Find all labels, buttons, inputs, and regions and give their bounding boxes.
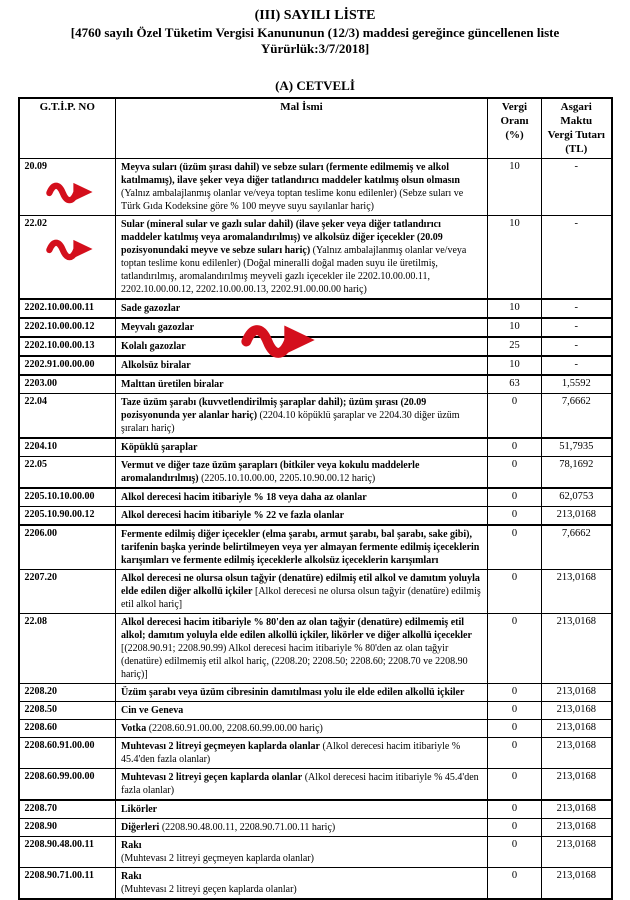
gtip-code: 22.08 [24,616,47,628]
minimum-fixed-tax-value: - [542,299,612,318]
table-row [19,159,612,216]
tax-rate-value: 0 [488,819,542,837]
gtip-code: 2208.50 [24,704,57,716]
item-name-cell [116,720,488,738]
gtip-code: 22.04 [24,396,47,408]
item-name-cell [116,769,488,801]
gtip-code-cell [19,356,116,375]
minimum-fixed-tax-value: 213,0168 [542,507,612,526]
item-name-bold-text: Cin ve Geneva [121,705,184,717]
gtip-code-cell [19,507,116,526]
item-name-cell [116,800,488,819]
item-name-note-text: (2204.10 köpüklü şaraplar ve 2204.30 diğer üzüm şıraları hariç) [121,410,460,435]
table-row [19,438,612,457]
tax-rate-value: 10 [488,299,542,318]
tax-rate-value: 0 [488,868,542,900]
gtip-code-cell [19,614,116,684]
table-row [19,525,612,570]
gtip-code-cell [19,769,116,801]
item-name-note-text: (Alkol derecesi hacim itibariyle % 45.4'den fazla olanlar) [121,772,479,797]
gtip-code-cell [19,720,116,738]
item-name-note-text: (Muhtevası 2 litreyi geçmeyen kaplarda olanlar) [121,853,314,865]
minimum-fixed-tax-value: 62,0753 [542,488,612,507]
table-row [19,318,612,337]
gtip-code-cell [19,159,116,216]
gtip-code: 2208.90 [24,821,57,833]
red-squiggle-arrow-icon [45,237,95,261]
gtip-code-cell [19,375,116,394]
minimum-fixed-tax-value: 213,0168 [542,738,612,769]
item-name-note-text: (2208.90.48.00.11, 2208.90.71.00.11 hariç) [161,822,336,834]
item-name-cell [116,159,488,216]
tax-rate-value: 63 [488,375,542,394]
gtip-code: 2202.10.00.00.12 [24,321,95,333]
gtip-code: 2208.60.91.00.00 [24,740,95,752]
item-name-bold-text: Malttan üretilen biralar [121,379,224,391]
minimum-fixed-tax-value: - [542,159,612,216]
item-name-bold-text: Meyvalı gazozlar [121,322,195,334]
item-name-bold-text: Meyva suları (üzüm şırası dahil) ve sebze suları (fermente edilmemiş ve alkol katılmamış), ilave şeker veya diğer tatlandırıcı maddeler katılmış olsun olmasın [121,162,460,187]
minimum-fixed-tax-value: 213,0168 [542,819,612,837]
table-row [19,819,612,837]
tax-rate-value: 25 [488,337,542,356]
header-asgari-maktu: Asgari Maktu Vergi Tutarı (TL) [542,98,612,159]
tax-rate-value: 0 [488,800,542,819]
gtip-code-cell [19,684,116,702]
table-row [19,837,612,868]
gtip-code: 2208.70 [24,803,57,815]
gtip-code: 2208.90.71.00.11 [24,870,94,882]
gtip-code-cell [19,525,116,570]
item-name-cell [116,356,488,375]
item-name-bold-text: Kolalı gazozlar [121,341,186,353]
item-name-cell [116,702,488,720]
table-row [19,738,612,769]
item-name-bold-text: Likörler [121,804,158,816]
item-name-bold-text: Diğerleri [121,822,160,834]
tax-rate-value: 0 [488,684,542,702]
minimum-fixed-tax-value: 1,5592 [542,375,612,394]
header-gtip-no: G.T.İ.P. NO [19,98,116,159]
gtip-code: 2208.60 [24,722,57,734]
item-name-note-text: (2208.60.91.00.00, 2208.60.99.00.00 hariç) [148,723,323,735]
item-name-note-text: (Yalnız ambalajlanmış olanlar ve/veya toptan teslime konu edilenler) (Doğal mineralli doğal maden suyu ile üretilmiş, tatlandırılmış, aromalandırılmış meyveli gazlı içecekler ile 2202.10.00.00.11, 2202.10.00.00.12, 2202.10.00.00.13, 2202.91.00.00.00 hariç) [121,245,467,296]
minimum-fixed-tax-value: 213,0168 [542,702,612,720]
table-row [19,375,612,394]
item-name-cell [116,507,488,526]
gtip-code: 2202.91.00.00.00 [24,359,95,371]
item-name-note-text: (2205.10.10.00.00, 2205.10.90.00.12 hariç) [201,473,376,485]
table-row [19,720,612,738]
item-name-cell [116,837,488,868]
item-name-bold-text: Sular (mineral sular ve gazlı sular dahil) (ilave şeker veya diğer tatlandırıcı maddeler katılmış veya aromalandırılmış) ve alkolsüz diğer içecekler (20.09 pozisyonundaki meyve ve sebze suları hariç) [121,219,443,257]
gtip-code: 2206.00 [24,528,57,540]
table-row [19,570,612,614]
tax-rate-value: 0 [488,438,542,457]
item-name-bold-text: Sade gazozlar [121,303,181,315]
gtip-code: 2208.90.48.00.11 [24,839,94,851]
item-name-bold-text: Alkol derecesi hacim itibariyle % 18 veya daha az olanlar [121,492,367,504]
header-mal-ismi: Mal İsmi [116,98,488,159]
tax-rate-value: 0 [488,738,542,769]
item-name-cell [116,318,488,337]
tax-rate-table [18,97,613,900]
tax-rate-value: 0 [488,720,542,738]
table-row [19,800,612,819]
tax-rate-value: 0 [488,525,542,570]
item-name-bold-text: Vermut ve diğer taze üzüm şarapları (bitkiler veya kokulu maddelerle aromalandırılmış) [121,460,420,485]
item-name-cell [116,525,488,570]
gtip-code-cell [19,216,116,300]
minimum-fixed-tax-value: 213,0168 [542,868,612,900]
table-row [19,216,612,300]
item-name-cell [116,216,488,300]
section-title: (A) CETVELİ [275,78,355,94]
gtip-code: 2205.10.90.00.12 [24,509,95,521]
item-name-cell [116,738,488,769]
gtip-code: 2203.00 [24,378,57,390]
gtip-code: 2208.60.99.00.00 [24,771,95,783]
minimum-fixed-tax-value: - [542,356,612,375]
item-name-cell [116,438,488,457]
item-name-bold-text: Rakı [121,840,142,852]
tax-rate-value: 0 [488,457,542,489]
tax-rate-value: 0 [488,394,542,439]
gtip-code: 20.09 [24,161,47,173]
gtip-code-cell [19,738,116,769]
item-name-cell [116,488,488,507]
table-row [19,457,612,489]
table-row [19,769,612,801]
gtip-code: 2202.10.00.00.11 [24,302,94,314]
item-name-bold-text: Alkolsüz biralar [121,360,191,372]
tax-rate-value: 10 [488,318,542,337]
item-name-cell [116,299,488,318]
tax-rate-value: 10 [488,356,542,375]
gtip-code: 2208.20 [24,686,57,698]
minimum-fixed-tax-value: 51,7935 [542,438,612,457]
gtip-code-cell [19,394,116,439]
gtip-code-cell [19,570,116,614]
header-vergi-orani: Vergi Oranı (%) [488,98,542,159]
tax-table-body [19,159,612,900]
table-row [19,356,612,375]
item-name-cell [116,570,488,614]
item-name-note-text: (Muhtevası 2 litreyi geçen kaplarda olanlar) [121,884,297,896]
item-name-note-text: (Yalnız ambalajlanmış olanlar ve/veya toptan teslime konu edilenler) (Sebze suları ve Türk Gıda Kodeksine göre % 100 meyve suyu sayılanlar hariç) [121,188,464,213]
gtip-code: 2204.10 [24,441,57,453]
doc-subtitle-line2: Yürürlük:3/7/2018] [260,41,370,57]
item-name-cell [116,337,488,356]
tax-rate-value: 0 [488,769,542,801]
tax-rate-value: 0 [488,507,542,526]
table-row [19,868,612,900]
table-row [19,507,612,526]
item-name-bold-text: Alkol derecesi ne olursa olsun tağyir (denatüre) edilmiş etil alkol ve damıtım yoluyla elde edilen diğer alkollü içkiler [121,573,480,598]
minimum-fixed-tax-value: 78,1692 [542,457,612,489]
item-name-cell [116,457,488,489]
table-row [19,684,612,702]
doc-title: (III) SAYILI LİSTE [254,8,376,23]
gtip-code-cell [19,438,116,457]
gtip-code-cell [19,488,116,507]
gtip-code-cell [19,337,116,356]
item-name-bold-text: Muhtevası 2 litreyi geçmeyen kaplarda olanlar [121,741,320,753]
item-name-bold-text: Muhtevası 2 litreyi geçen kaplarda olanlar [121,772,303,784]
item-name-note-text: [Alkol derecesi ne olursa olsun tağyir (denatüre) edilmiş etil alkol hariç] [121,586,481,611]
red-squiggle-arrow-icon [45,180,95,204]
item-name-bold-text: Köpüklü şaraplar [121,442,198,454]
gtip-code: 22.05 [24,459,47,471]
minimum-fixed-tax-value: 213,0168 [542,570,612,614]
item-name-bold-text: Alkol derecesi hacim itibariyle % 22 ve fazla olanlar [121,510,345,522]
minimum-fixed-tax-value: 213,0168 [542,800,612,819]
item-name-bold-text: Taze üzüm şarabı (kuvvetlendirilmiş şaraplar dahil); üzüm şırası (20.09 pozisyonunda yer alanlar hariç) [121,397,427,422]
gtip-code: 2205.10.10.00.00 [24,491,95,503]
item-name-cell [116,614,488,684]
minimum-fixed-tax-value: 7,6662 [542,525,612,570]
tax-rate-value: 10 [488,216,542,300]
minimum-fixed-tax-value: 213,0168 [542,720,612,738]
tax-rate-value: 0 [488,702,542,720]
gtip-code: 2207.20 [24,572,57,584]
item-name-cell [116,684,488,702]
item-name-cell [116,375,488,394]
tax-rate-value: 10 [488,159,542,216]
gtip-code-cell [19,819,116,837]
table-header-row [19,98,612,159]
minimum-fixed-tax-value: - [542,216,612,300]
gtip-code-cell [19,318,116,337]
table-row [19,702,612,720]
gtip-code-cell [19,457,116,489]
gtip-code-cell [19,800,116,819]
item-name-bold-text: Alkol derecesi hacim itibariyle % 80'den az olan tağyir (denatüre) edilmemiş etil alkol; damıtım yoluyla elde edilen alkollü içkiler, likörler ve diğer alkollü içecekler [121,617,472,642]
item-name-bold-text: Rakı [121,871,142,883]
tax-rate-value: 0 [488,570,542,614]
item-name-cell [116,394,488,439]
minimum-fixed-tax-value: 213,0168 [542,837,612,868]
tax-rate-value: 0 [488,614,542,684]
minimum-fixed-tax-value: 213,0168 [542,614,612,684]
gtip-code: 2202.10.00.00.13 [24,340,95,352]
item-name-note-text: [(2208.90.91; 2208.90.99) Alkol derecesi hacim itibariyle % 80'den az olan tağyir (denatüre) edilmemiş etil alkol hariç, (2208.20; 2208.50; 2208.60; 2208.70 ve 2208.90 hariç)] [121,643,468,681]
minimum-fixed-tax-value: 213,0168 [542,684,612,702]
table-row [19,614,612,684]
gtip-code-cell [19,837,116,868]
gtip-code: 22.02 [24,218,47,230]
tax-rate-value: 0 [488,837,542,868]
tax-rate-value: 0 [488,488,542,507]
gtip-code-cell [19,299,116,318]
table-row [19,299,612,318]
document-header [0,0,630,58]
gtip-code-cell [19,702,116,720]
doc-subtitle-line1: [4760 sayılı Özel Tüketim Vergisi Kanununun (12/3) maddesi gereğince güncellenen liste [70,24,560,40]
table-row [19,488,612,507]
item-name-cell [116,868,488,900]
table-row [19,337,612,356]
minimum-fixed-tax-value: - [542,337,612,356]
item-name-bold-text: Votka [121,723,147,735]
minimum-fixed-tax-value: - [542,318,612,337]
gtip-code-cell [19,868,116,900]
item-name-note-text: (Alkol derecesi hacim itibariyle % 45.4'den fazla olanlar) [121,741,461,766]
item-name-bold-text: Fermente edilmiş diğer içecekler (elma şarabı, armut şarabı, bal şarabı, sake gibi), tarifenin başka yerinde belirtilmeyen veya yer almayan fermente edilmiş içeceklerin karışımları ve fermente edilmiş içeceklerle alkolsüz içeceklerin karışımları [121,529,480,567]
minimum-fixed-tax-value: 213,0168 [542,769,612,801]
item-name-bold-text: Üzüm şarabı veya üzüm cibresinin damıtılması yolu ile elde edilen alkollü içkiler [121,687,465,699]
table-row [19,394,612,439]
minimum-fixed-tax-value: 7,6662 [542,394,612,439]
item-name-cell [116,819,488,837]
